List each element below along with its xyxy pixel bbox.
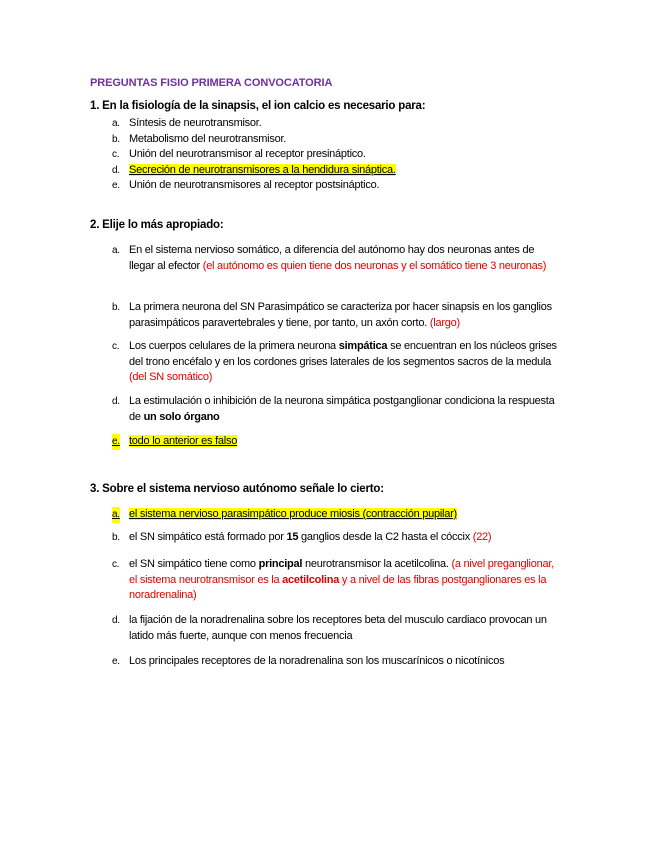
q2-option-d — [112, 394, 562, 425]
bold-term: simpática — [338, 340, 388, 352]
correction-note: (22) — [472, 531, 492, 543]
option-text: En el sistema nervioso somático, a diferencia del autónomo hay dos neuronas antes de llegar al efector — [129, 244, 535, 272]
q1-option-d — [112, 163, 562, 179]
q1-option-b — [112, 132, 562, 148]
highlighted-answer: todo lo anterior es falso — [129, 435, 238, 447]
option-label: b. — [112, 302, 120, 313]
option-text: La primera neurona del SN Parasimpático se caracteriza por hacer sinapsis en los ganglios parasimpáticos paravertebrales y tiene, por tanto, un axón corto. — [129, 301, 552, 329]
q3-option-e — [112, 654, 562, 670]
bold-term: un solo órgano — [143, 410, 220, 423]
option-label: a. — [112, 507, 120, 523]
option-text: el SN simpático está formado por — [129, 531, 284, 543]
q2-option-e — [112, 434, 562, 450]
q3-option-a — [112, 507, 562, 523]
option-text: la fijación de la noradrenalina sobre los receptores beta del musculo cardiaco provocan un latido más fuerte, aunque con menos frecuencia — [129, 614, 547, 642]
option-text: Síntesis de neurotransmisor. — [129, 117, 262, 129]
correction-bold-term: acetilcolina — [282, 573, 340, 586]
bold-term: principal — [258, 558, 303, 570]
option-text-cont: se encuentran en los núcleos grises del trono encéfalo y en los cordones grises laterales de los segmentos sacros de la medula — [129, 340, 557, 368]
option-label: c. — [112, 559, 120, 570]
correction-note: (largo) — [429, 316, 460, 329]
q2-option-a — [112, 243, 562, 274]
option-label: d. — [112, 164, 120, 176]
option-text: Los cuerpos celulares de la primera neurona — [129, 340, 336, 352]
option-label: c. — [112, 149, 120, 160]
correction-note-cont: y a nivel de las fibras postganglionares es la noradrenalina) — [129, 573, 547, 601]
question-3-heading: 3. Sobre el sistema nervioso autónomo señale lo cierto: — [90, 483, 384, 495]
option-label: e. — [112, 434, 120, 450]
q3-option-d — [112, 613, 562, 644]
option-label: b. — [112, 532, 120, 543]
question-1-heading: 1. En la fisiología de la sinapsis, el ion calcio es necesario para: — [90, 100, 426, 112]
correction-note: (del SN somático) — [129, 371, 213, 383]
option-label: e. — [112, 656, 120, 667]
option-label: c. — [112, 341, 120, 352]
question-2-heading: 2. Elije lo más apropiado: — [90, 219, 224, 231]
option-text-cont: ganglios desde la C2 hasta el cóccix — [301, 531, 470, 543]
option-label: d. — [112, 615, 120, 626]
q3-option-c — [112, 557, 562, 604]
q1-option-a — [112, 116, 562, 132]
option-text: Unión de neurotransmisores al receptor postsináptico. — [129, 179, 380, 191]
option-text: Metabolismo del neurotransmisor. — [129, 132, 287, 145]
option-text: el SN simpático tiene como — [129, 558, 256, 570]
option-label: e. — [112, 180, 120, 191]
option-label: a. — [112, 118, 120, 129]
q2-option-c — [112, 339, 562, 386]
option-text: Los principales receptores de la noradrenalina son los muscarínicos o nicotínicos — [129, 655, 505, 667]
q1-option-e — [112, 178, 562, 194]
correction-note: (el autónomo es quien tiene dos neuronas y el somático tiene 3 neuronas) — [202, 259, 547, 272]
option-label: b. — [112, 133, 120, 145]
option-text: La estimulación o inhibición de la neurona simpática postganglionar condiciona la respuesta de — [129, 395, 555, 423]
document-title: PREGUNTAS FISIO PRIMERA CONVOCATORIA — [90, 77, 333, 89]
correction-note: (a nivel preganglionar, el sistema neurotransmisor es la — [129, 558, 554, 586]
q2-option-b — [112, 300, 562, 331]
highlighted-answer: el sistema nervioso parasimpático produce miosis (contracción pupilar) — [129, 508, 457, 520]
option-label: d. — [112, 396, 120, 407]
bold-term: 15 — [286, 531, 299, 543]
option-text: Unión del neurotransmisor al receptor presináptico. — [129, 148, 366, 160]
highlighted-answer: Secreción de neurotransmisores a la hendidura sináptica. — [129, 163, 396, 176]
q1-option-c — [112, 147, 562, 163]
option-text-cont: neurotransmisor la acetilcolina. — [305, 558, 449, 570]
option-label: a. — [112, 245, 120, 256]
q3-option-b — [112, 530, 562, 546]
